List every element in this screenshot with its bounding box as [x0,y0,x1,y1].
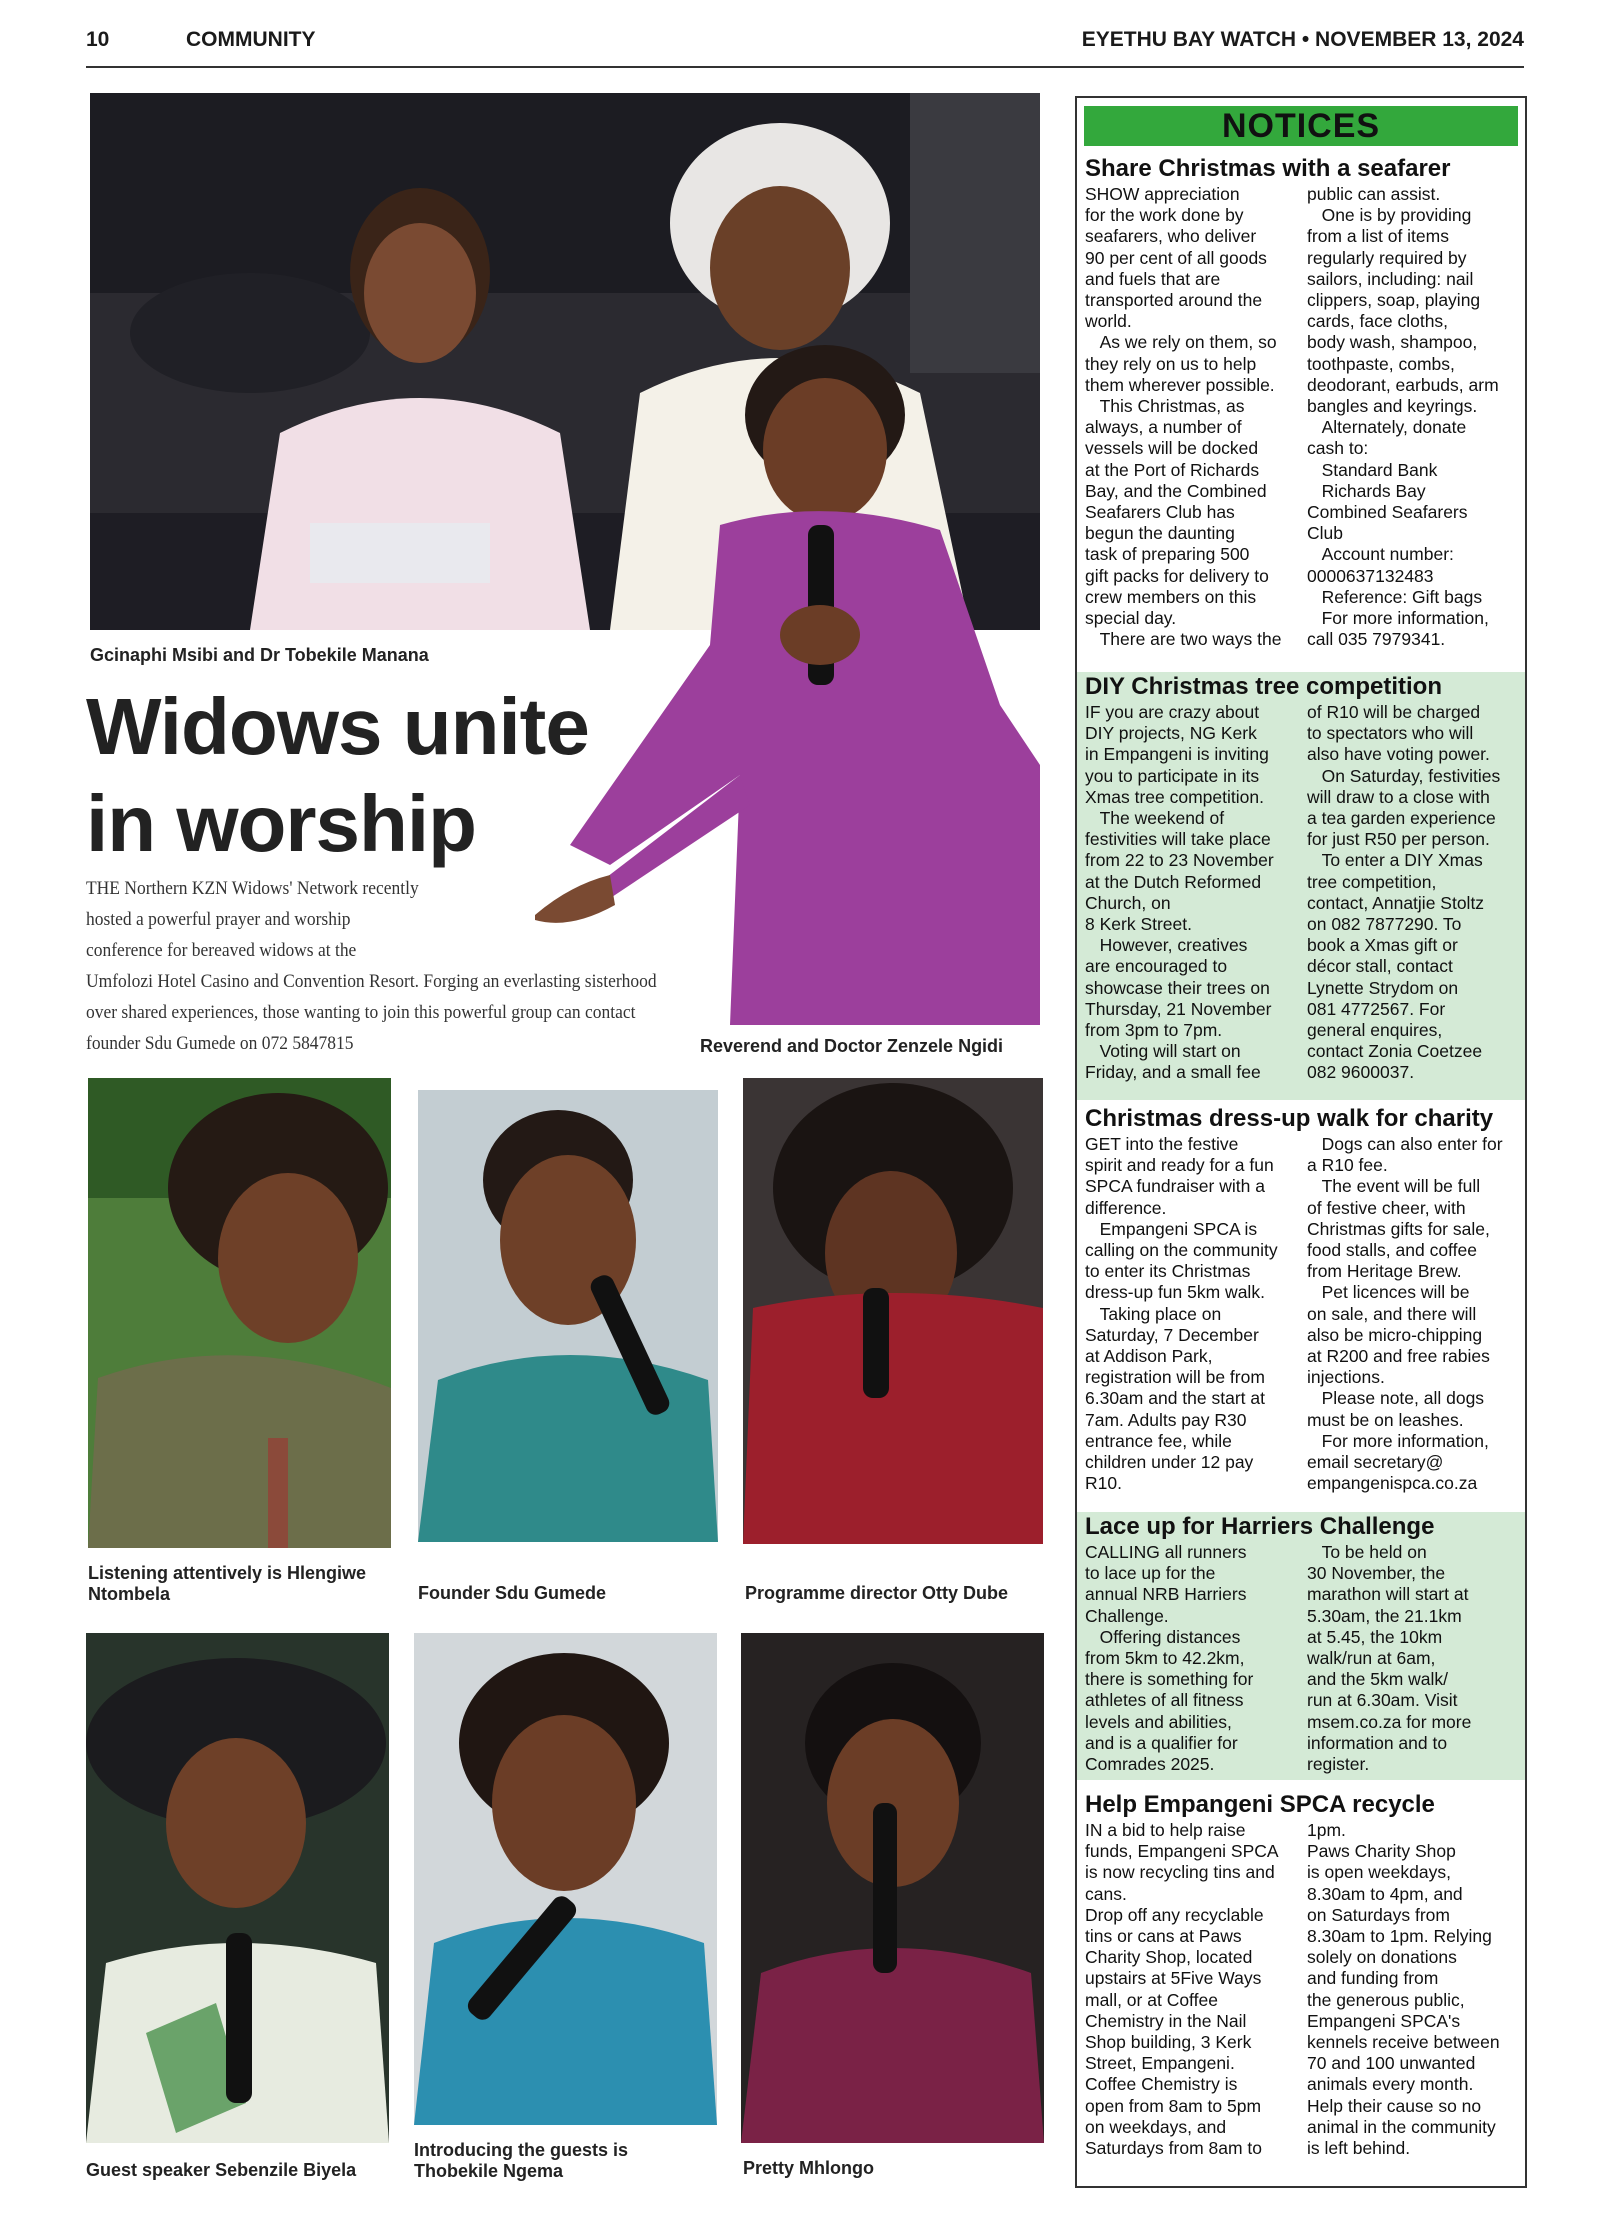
notice-line: of R10 will be charged [1307,702,1481,722]
photo-otty [743,1078,1043,1544]
notice-line: bangles and keyrings. [1307,396,1478,417]
caption-thobekile: Introducing the guests is Thobekile Ngema [414,2140,629,2181]
notice-line: Standard Bank [1307,459,1438,480]
notice-line: Seafarers Club has [1085,502,1235,523]
notice-line: kennels receive between [1307,2032,1500,2053]
notice-column [1307,1542,1517,1775]
notice-title: Help Empangeni SPCA recycle [1085,1791,1435,1818]
notice-line: injections. [1307,1367,1385,1388]
notice-line: annual NRB Harriers [1085,1584,1247,1605]
notices-banner [1084,106,1518,146]
notice-line: must be on leashes. [1307,1409,1464,1430]
notice-line: 0000637132483 [1307,565,1434,586]
notice-line: world. [1085,311,1132,332]
notice-line: from a list of items [1307,226,1449,247]
notice-columns [1085,1820,1517,2159]
notice-line: register. [1307,1754,1370,1775]
notice-line: 6.30am and the start at [1085,1388,1265,1409]
masthead: EYETHU BAY WATCH • NOVEMBER 13, 2024 [1081,28,1524,51]
notice-column [1307,1820,1517,2159]
notice-line: Street, Empangeni. [1085,2053,1235,2074]
notice-line: at the Port of Richards [1085,459,1260,480]
notice-line: On Saturday, festivities [1307,765,1501,786]
caption-otty: Programme director Otty Dube [745,1583,1009,1603]
notice-line: body wash, shampoo, [1307,332,1478,353]
notice-line: The weekend of [1085,808,1225,829]
notice-line: on weekdays, and [1085,2116,1227,2137]
notice-line: always, a number of [1085,417,1242,438]
notice-line: information and to [1307,1732,1448,1753]
notice-line: food stalls, and coffee [1307,1240,1477,1261]
page-number: 10 [86,28,110,51]
notice-line: tree competition, [1307,871,1437,892]
notice-line: This Christmas, as [1085,396,1245,417]
notice-line: gift packs for delivery to [1085,565,1269,586]
notice-line: there is something for [1085,1669,1254,1690]
notice-line: Empangeni SPCA's [1307,2010,1461,2031]
notice-line: dress-up fun 5km walk. [1085,1282,1265,1303]
notice-line: from Heritage Brew. [1307,1261,1462,1282]
notice-line: of festive cheer, with [1307,1197,1466,1218]
notice-line: upstairs at 5Five Ways [1085,1968,1262,1989]
intro-line: THE Northern KZN Widows' Network recently [86,878,419,899]
notice-line: 8.30am to 1pm. Relying [1307,1926,1492,1947]
notice-column [1085,1542,1295,1775]
notice-column [1085,1134,1295,1494]
notice-line: at 5.45, the 10km [1307,1626,1443,1647]
notice-line: Lynette Strydom on [1307,977,1459,998]
notice-line: for the work done by [1085,205,1244,226]
header-rule [86,66,1524,68]
notice-line: Help their cause so no [1307,2095,1482,2116]
notice-line: from 5km to 42.2km, [1085,1648,1245,1669]
notice-line: seafarers, who deliver [1085,226,1257,247]
notice-line: from 3pm to 7pm. [1085,1020,1223,1041]
notice-line: Please note, all dogs [1307,1388,1485,1409]
notice-line: from 22 to 23 November [1085,850,1274,871]
notice-column [1307,702,1517,1084]
notice-line: DIY projects, NG Kerk [1085,723,1257,744]
notice-title: DIY Christmas tree competition [1085,673,1442,700]
notice-line: Dogs can also enter for [1307,1134,1503,1154]
notice-line: Combined Seafarers [1307,502,1468,523]
notice-line: also be micro-chipping [1307,1324,1483,1345]
article-intro [86,873,712,1059]
notice-line: run at 6.30am. Visit [1307,1690,1458,1711]
notice-line: cards, face cloths, [1307,311,1449,332]
notice-line: in Empangeni is inviting [1085,744,1269,765]
notice-line: children under 12 pay [1085,1452,1254,1473]
notice-line: 70 and 100 unwanted [1307,2053,1476,2074]
notice-line: 8.30am to 4pm, and [1307,1883,1463,1904]
caption-sdu: Founder Sdu Gumede [418,1583,607,1603]
notice-line: at the Dutch Reformed [1085,871,1262,892]
notice-line: crew members on this [1085,586,1257,607]
notice-line: spirit and ready for a fun [1085,1155,1274,1176]
notice-column [1307,184,1517,650]
notice-line: Club [1307,523,1343,544]
notice-line: and is a qualifier for [1085,1732,1238,1753]
notice-line: is open weekdays, [1307,1862,1451,1883]
notice-line: the generous public, [1307,1989,1465,2010]
notice-columns [1085,702,1517,1084]
notice-line: 7am. Adults pay R30 [1085,1409,1247,1430]
notice-line: R10. [1085,1473,1122,1494]
notice-line: Coffee Chemistry is [1085,2074,1238,2095]
notice-column [1085,702,1295,1084]
notice-line: SHOW appreciation [1085,184,1240,204]
photo-pretty [741,1633,1044,2143]
notice-line: 5.30am, the 21.1km [1307,1605,1462,1626]
notice-line: email secretary@ [1307,1452,1444,1473]
notice-line: There are two ways the [1085,629,1282,650]
notice-line: Challenge. [1085,1605,1169,1626]
notice-columns [1085,1134,1517,1494]
notice-line: public can assist. [1307,184,1441,204]
notice-line: for just R50 per person. [1307,829,1490,850]
notice-line: transported around the [1085,290,1263,311]
notice-line: task of preparing 500 [1085,544,1250,565]
notice-line: are encouraged to [1085,956,1228,977]
notice-line: Pet licences will be [1307,1282,1470,1303]
notice-seafarer [1077,154,1525,650]
notice-columns [1085,1542,1517,1775]
notice-line: empangenispca.co.za [1307,1473,1478,1494]
notice-line: Account number: [1307,544,1454,565]
notice-line: For more information, [1307,1430,1489,1451]
notice-line: contact, Annatjie Stoltz [1307,892,1485,913]
notice-line: and funding from [1307,1968,1439,1989]
notice-line: Offering distances [1085,1626,1241,1647]
notice-line: clippers, soap, playing [1307,290,1481,311]
notice-line: on Saturdays from [1307,1904,1450,1925]
notice-column [1307,1134,1517,1494]
notice-line: is now recycling tins and [1085,1862,1275,1883]
notice-line: and fuels that are [1085,268,1221,289]
notice-line: Friday, and a small fee [1085,1062,1261,1083]
notice-line: solely on donations [1307,1947,1457,1968]
notice-line: To enter a DIY Xmas [1307,850,1483,871]
notice-line: deodorant, earbuds, arm [1307,374,1499,395]
notice-line: to lace up for the [1085,1563,1216,1584]
notice-line: 30 November, the [1307,1563,1446,1584]
notice-diy-tree [1077,672,1525,1100]
notice-line: Paws Charity Shop [1307,1841,1456,1862]
notice-line: 1pm. [1307,1820,1346,1840]
notice-line: on sale, and there will [1307,1303,1477,1324]
caption-reverend: Reverend and Doctor Zenzele Ngidi [700,1036,1004,1056]
notice-line: 90 per cent of all goods [1085,247,1267,268]
notice-title: Share Christmas with a seafarer [1085,155,1451,182]
notice-line: Saturdays from 8am to [1085,2138,1263,2159]
notice-line: As we rely on them, so [1085,332,1277,353]
notice-line: Charity Shop, located [1085,1947,1253,1968]
section-label: COMMUNITY [186,28,316,51]
notice-line: 081 4772567. For [1307,998,1446,1019]
notice-line: Saturday, 7 December [1085,1324,1259,1345]
notice-line: at R200 and free rabies [1307,1346,1490,1367]
headline-line-1: Widows unite [86,682,589,771]
notice-line: However, creatives [1085,935,1248,956]
notice-title: Lace up for Harriers Challenge [1085,1513,1435,1540]
notice-line: animals every month. [1307,2074,1474,2095]
notice-line: For more information, [1307,608,1489,629]
photo-thobekile [414,1633,717,2125]
notice-line: registration will be from [1085,1367,1265,1388]
notice-dress-up-walk [1077,1104,1525,1494]
notice-line: The event will be full [1307,1176,1481,1197]
notice-column [1085,1820,1295,2159]
caption-pretty: Pretty Mhlongo [743,2158,874,2178]
notice-line: call 035 7979341. [1307,629,1446,650]
notice-line: Alternately, donate [1307,417,1467,438]
notice-line: regularly required by [1307,247,1467,268]
notice-line: on 082 7877290. To [1307,914,1462,935]
notice-line: general enquires, [1307,1020,1443,1041]
photo-sdu [418,1090,718,1542]
notice-line: entrance fee, while [1085,1430,1232,1451]
notice-spca-recycle [1077,1790,1525,2159]
notice-line: open from 8am to 5pm [1085,2095,1262,2116]
notice-line: To be held on [1307,1542,1427,1562]
headline [86,678,646,872]
notice-line: showcase their trees on [1085,977,1270,998]
notice-line: athletes of all fitness [1085,1690,1244,1711]
notice-line: Drop off any recyclable [1085,1904,1264,1925]
notice-line: cash to: [1307,438,1369,459]
notice-line: cans. [1085,1883,1127,1904]
notice-line: CALLING all runners [1085,1542,1247,1562]
notice-line: GET into the festive [1085,1134,1239,1154]
notice-line: Christmas gifts for sale, [1307,1218,1490,1239]
notice-line: Thursday, 21 November [1085,998,1272,1019]
notice-line: levels and abilities, [1085,1711,1232,1732]
notice-line: also have voting power. [1307,744,1490,765]
notice-line: at Addison Park, [1085,1346,1213,1367]
notices-banner-label: NOTICES [1221,107,1381,145]
intro-line: Umfolozi Hotel Casino and Convention Resort. Forging an everlasting sisterhood [86,971,657,992]
notice-line: book a Xmas gift or [1307,935,1458,956]
photo-hlengiwe [88,1078,391,1548]
notice-line: marathon will start at [1307,1584,1469,1605]
notice-line: Shop building, 3 Kerk [1085,2032,1252,2053]
notice-line: Empangeni SPCA is [1085,1218,1258,1239]
notice-line: Church, on [1085,892,1171,913]
notice-line: msem.co.za for more [1307,1711,1472,1732]
notice-line: Bay, and the Combined [1085,480,1267,501]
notice-line: will draw to a close with [1307,786,1490,807]
notice-line: special day. [1085,608,1177,629]
notice-line: toothpaste, combs, [1307,353,1455,374]
notice-line: sailors, including: nail [1307,268,1474,289]
caption-sebenzile: Guest speaker Sebenzile Biyela [86,2160,357,2180]
caption-hlengiwe: Listening attentively is Hlengiwe Ntombela [88,1563,367,1604]
notice-line: SPCA fundraiser with a [1085,1176,1265,1197]
notice-line: walk/run at 6am, [1307,1648,1436,1669]
intro-line: founder Sdu Gumede on 072 5847815 [86,1033,354,1054]
notice-line: décor stall, contact [1307,956,1453,977]
photo-sebenzile [86,1633,389,2143]
notice-line: 082 9600037. [1307,1062,1415,1083]
notice-line: festivities will take place [1085,829,1271,850]
notice-line: is left behind. [1307,2138,1411,2159]
intro-line: conference for bereaved widows at the [86,940,357,961]
notice-line: a R10 fee. [1307,1155,1388,1176]
caption-main-photo: Gcinaphi Msibi and Dr Tobekile Manana [90,645,429,665]
notice-line: vessels will be docked [1085,438,1259,459]
notice-column [1085,184,1295,650]
notice-columns [1085,184,1517,650]
notice-line: funds, Empangeni SPCA [1085,1841,1279,1862]
notice-line: calling on the community [1085,1240,1278,1261]
notice-line: they rely on us to help [1085,353,1257,374]
notice-line: mall, or at Coffee [1085,1989,1218,2010]
notice-line: you to participate in its [1085,765,1260,786]
notice-line: IN a bid to help raise [1085,1820,1246,1840]
notice-line: a tea garden experience [1307,808,1496,829]
intro-line: over shared experiences, those wanting to join this powerful group can contact [86,1002,636,1023]
headline-line-2: in worship [86,779,476,868]
notice-line: tins or cans at Paws [1085,1926,1242,1947]
intro-line: hosted a powerful prayer and worship [86,909,351,930]
notice-line: Comrades 2025. [1085,1754,1215,1775]
notice-line: 8 Kerk Street. [1085,914,1192,935]
notice-line: Chemistry in the Nail [1085,2010,1247,2031]
notice-line: to enter its Christmas [1085,1261,1251,1282]
notice-line: One is by providing [1307,205,1472,226]
notice-line: contact Zonia Coetzee [1307,1041,1483,1062]
notice-line: begun the daunting [1085,523,1235,544]
notice-line: Richards Bay [1307,480,1426,501]
notice-line: difference. [1085,1197,1167,1218]
notice-title: Christmas dress-up walk for charity [1085,1105,1494,1132]
notice-harriers [1077,1512,1525,1780]
notice-line: Reference: Gift bags [1307,586,1483,607]
notice-line: to spectators who will [1307,723,1474,744]
notice-line: animal in the community [1307,2116,1496,2137]
notice-line: and the 5km walk/ [1307,1669,1449,1690]
notice-line: Taking place on [1085,1303,1222,1324]
notice-line: Voting will start on [1085,1041,1241,1062]
notice-line: IF you are crazy about [1085,702,1260,722]
notice-line: Xmas tree competition. [1085,786,1264,807]
notice-line: them wherever possible. [1085,374,1275,395]
